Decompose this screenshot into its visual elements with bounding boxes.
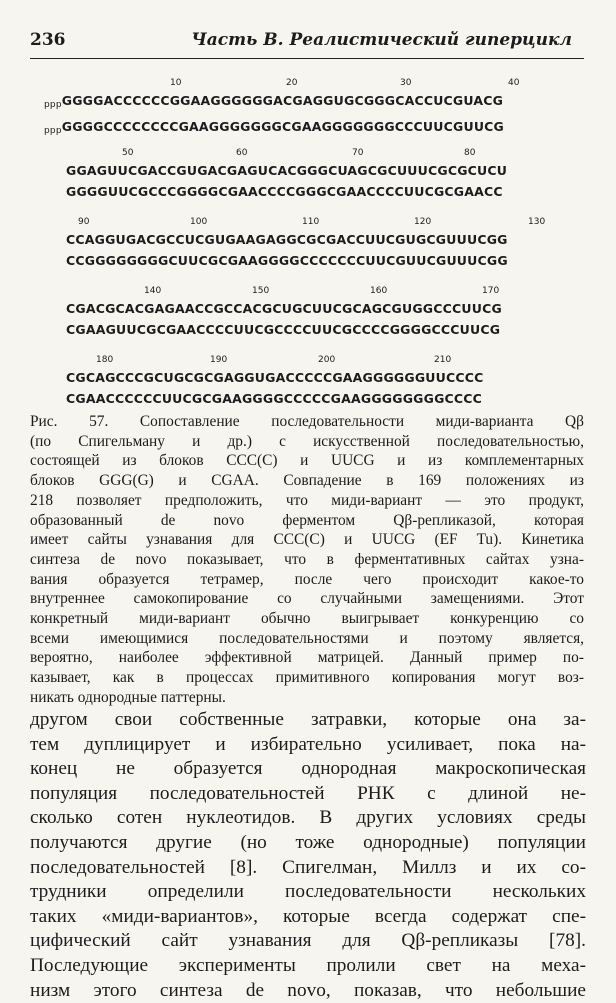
body-line: трудники определили последовательности нескольких <box>30 881 586 903</box>
body-paragraph <box>30 708 586 1003</box>
position-number: 80 <box>464 148 476 158</box>
position-numbers <box>40 355 570 367</box>
body-line: таких «миди-вариантов», которые всегда содержат спе- <box>30 905 586 927</box>
body-line: популяция последовательностей РНК с длиной не- <box>30 782 586 804</box>
position-number: 90 <box>78 217 90 227</box>
position-number: 130 <box>528 217 546 227</box>
sequence-line-top <box>44 90 570 116</box>
body-line: Последующие эксперименты пролили свет на меха- <box>30 954 586 976</box>
triphosphate-prefix: ppp <box>44 100 62 110</box>
position-number: 180 <box>96 355 114 365</box>
figure-caption <box>30 412 584 708</box>
position-number: 20 <box>286 78 298 88</box>
position-number: 70 <box>352 148 364 158</box>
caption-line: Рис. 57. Сопоставление последовательности миди-варианта Qβ <box>30 413 584 430</box>
caption-line: имеет сайты узнавания для CCC(C) и UUCG (EF Tu). Кинетика <box>30 531 584 549</box>
caption-line: образованный de novo ферментом Qβ-репликазой, которая <box>30 511 584 529</box>
position-number: 40 <box>508 78 520 88</box>
body-line: конец не образуется однородная макроскопическая <box>30 758 586 780</box>
position-number: 160 <box>370 286 388 296</box>
body-line: низм этого синтеза de novo, показав, что небольшие <box>30 979 586 1001</box>
position-number: 10 <box>170 78 182 88</box>
caption-line: конкретный миди-вариант обычно выигрывает конкуренцию со <box>30 610 584 628</box>
caption-line: 218 позволяет предположить, что миди-вариант — это продукт, <box>30 491 584 509</box>
caption-line: (по Спигельману и др.) с искусственной последовательностью, <box>30 432 584 450</box>
position-number: 30 <box>400 78 412 88</box>
body-line: цифический сайт узнавания для Qβ-репликазы [78]. <box>30 930 586 952</box>
header-rule <box>30 58 584 59</box>
sequence-line-bottom: CCGGGGGGGGCUUCGCGAAGGGGCCCCCCCUUCGUUCGUUUCGG <box>66 253 508 268</box>
sequence-line-bottom: CGAAGUUCGCGAACCCCUUCGCCCCUUCGCCCCGGGGCCCUUCG <box>66 322 501 337</box>
sequence-line-top: CGACGCACGAGAACCGCCACGCUGCUUCGCAGCGUGGCCCUUCG <box>66 301 502 316</box>
sequence-line-top: GGAGUUCGACCGUGACGAGUCACGGGCUAGCGCUUUCGCGCUCU <box>66 163 508 178</box>
sequence-text: GGGGCCCCCCCCGAAGGGGGGGCGAAGGGGGGGCCCUUCGUUCG <box>61 119 504 134</box>
sequence-line-top: CGCAGCCCGCUGCGCGAGGUGACCCCCGAAGGGGGGUUCCCC <box>66 370 484 385</box>
caption-line: синтеза de novo показывает, что в ферментативных сайтах узна- <box>30 550 584 568</box>
caption-line: всеми имеющимися последовательностями и поэтому является, <box>30 629 584 647</box>
position-number: 190 <box>210 355 228 365</box>
position-number: 170 <box>482 286 500 296</box>
sequence-block-1 <box>40 78 570 142</box>
position-number: 60 <box>236 148 248 158</box>
position-number: 210 <box>434 355 452 365</box>
position-numbers <box>40 217 570 229</box>
position-numbers <box>40 78 570 90</box>
sequence-text: GGGGACCCCCCGGAAGGGGGGACGAGGUGCGGGCACCUCGUACG <box>61 93 504 108</box>
caption-line: вероятно, наиболее эффективной матрицей. Данный пример по- <box>30 649 584 667</box>
sequence-line-bottom: CGAACCCCCCUUCGCGAAGGGGCCCCCGAAGGGGGGGGCCCC <box>66 391 483 406</box>
position-numbers <box>40 286 570 298</box>
body-line: получаются другие (но тоже однородные) популяции <box>30 831 586 853</box>
caption-line: внутреннее самокопирование со случайными замещениями. Этот <box>30 590 584 608</box>
sequence-block-4 <box>40 286 570 340</box>
body-line: другом свои собственные затравки, которые она за- <box>30 709 586 730</box>
sequence-block-2 <box>40 148 570 202</box>
position-number: 50 <box>122 148 134 158</box>
sequence-line-bottom: GGGGUUCGCCCGGGGCGAACCCCGGGCGAACCCCUUCGCGAACC <box>66 184 503 199</box>
position-number: 150 <box>252 286 270 296</box>
caption-line: блоков GGG(G) и CGAA. Совпадение в 169 положениях из <box>30 472 584 490</box>
triphosphate-prefix: ppp <box>44 126 62 136</box>
sequence-line-top: CCAGGUGACGCCUCGUGAAGAGGCGCGACCUUCGUGCGUUUCGG <box>66 232 508 247</box>
position-number: 200 <box>318 355 336 365</box>
position-number: 140 <box>144 286 162 296</box>
caption-line: казывает, как в процессах примитивного копирования могут воз- <box>30 669 584 687</box>
sequence-line-bottom <box>44 116 570 142</box>
caption-line: состоящей из блоков CCC(C) и UUCG и из комплементарных <box>30 452 584 470</box>
position-numbers <box>40 148 570 160</box>
body-line: последовательностей [8]. Спигелман, Миллз и их со- <box>30 856 586 878</box>
caption-line: вания образуется тетрамер, после чего происходит какое-то <box>30 570 584 588</box>
page-number: 236 <box>30 30 66 50</box>
body-line: тем дуплицирует и избирательно усиливает, пока на- <box>30 733 586 755</box>
position-number: 100 <box>190 217 208 227</box>
caption-line: никать однородные паттерны. <box>30 688 226 706</box>
sequence-block-5 <box>40 355 570 409</box>
page-header <box>30 30 586 56</box>
position-number: 120 <box>414 217 432 227</box>
running-title: Часть В. Реалистический гиперцикл <box>191 30 572 50</box>
sequence-block-3 <box>40 217 570 271</box>
body-line: сколько сотен нуклеотидов. В других условиях среды <box>30 807 586 829</box>
position-number: 110 <box>302 217 320 227</box>
